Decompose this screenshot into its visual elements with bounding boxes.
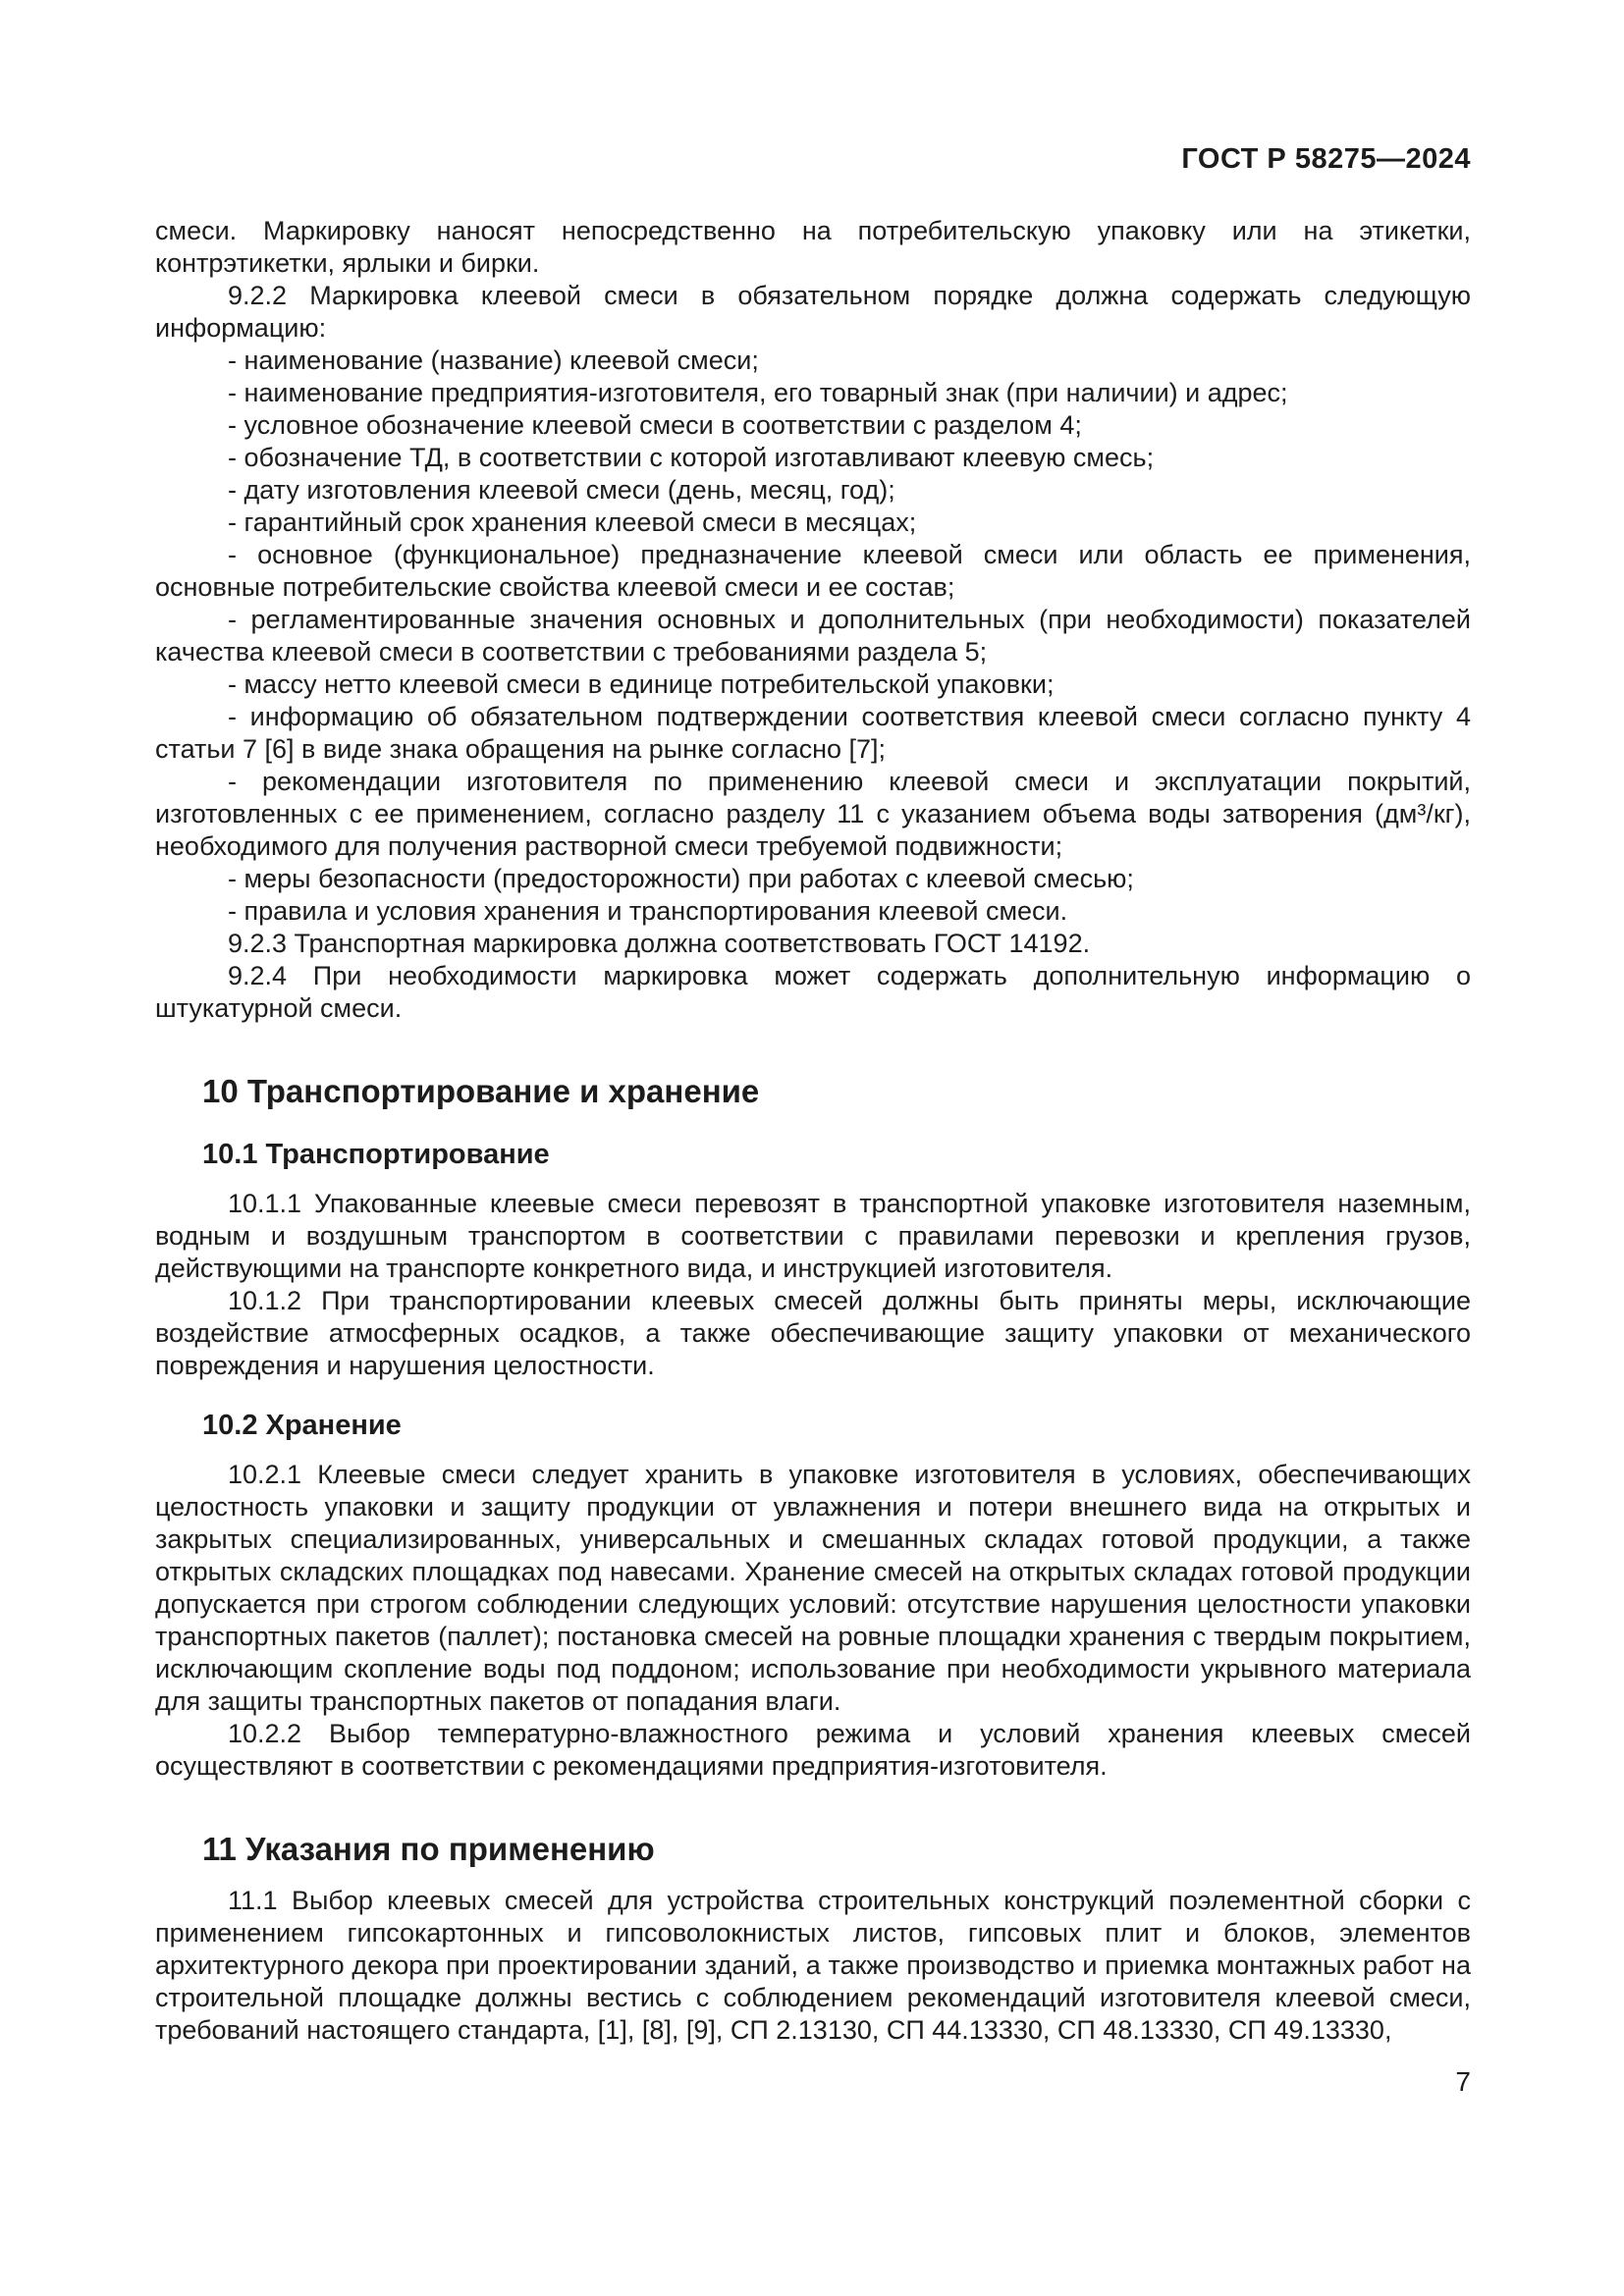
paragraph: - массу нетто клеевой смеси в единице потребительской упаковки; [228,669,1055,699]
paragraph: 11.1 Выбор клеевых смесей для устройства строительных конструкций поэлементной сборки с применением гипсокартонных и гипсоволокнистых листов, гипсовых плит и блоков, элементов архитектурного декора при проектировании зданий, а также производство и приемка монтажных работ на строительной площадке должны вестись с соблюдением рекомендаций изготовителя клеевой смеси, требований настоящего стандарта, [1], [8], [9], СП 2.13130, СП 44.13330, СП 48.13330, СП 49.13330, [155,1886,1471,2045]
paragraph: 9.2.2 Маркировка клеевой смеси в обязательном порядке должна содержать следующую информацию: [155,281,1471,343]
paragraph: - рекомендации изготовителя по применению клеевой смеси и эксплуатации покрытий, изготовленных с ее применением, согласно разделу 11 с указанием объема воды затворения (дм³/кг), необходимого для получения растворной смеси требуемой подвижности; [155,767,1471,861]
paragraph: - информацию об обязательном подтверждении соответствия клеевой смеси согласно пункту 4 статьи 7 [6] в виде знака обращения на рынке согласно [7]; [155,702,1471,764]
subsection-heading: 10.1 Транспортирование [202,1139,550,1170]
paragraph: 10.1.1 Упакованные клеевые смеси перевозят в транспортной упаковке изготовителя наземным, водным и воздушным транспортом в соответствии с правилами перевозки и крепления грузов, действующими на транспорте конкретного вида, и инструкцией изготовителя. [155,1189,1471,1283]
paragraph: - наименование предприятия-изготовителя, его товарный знак (при наличии) и адрес; [228,378,1288,407]
paragraph: смеси. Маркировку наносят непосредственно на потребительскую упаковку или на этикетки, контрэтикетки, ярлыки и бирки. [155,216,1471,278]
paragraph: 10.2.2 Выбор температурно-влажностного режима и условий хранения клеевых смесей осуществляют в соответствии с рекомендациями предприятия-изготовителя. [155,1719,1471,1781]
paragraph: - правила и условия хранения и транспортирования клеевой смеси. [228,896,1068,926]
paragraph: 10.1.2 При транспортировании клеевых смесей должны быть приняты меры, исключающие воздействие атмосферных осадков, а также обеспечивающие защиту упаковки от механического повреждения и нарушения целостности. [155,1286,1471,1380]
paragraph: - наименование (название) клеевой смеси; [228,346,759,375]
paragraph: 9.2.4 При необходимости маркировка может содержать дополнительную информацию о штукатурной смеси. [155,961,1471,1023]
page-number: 7 [1455,2066,1471,2097]
section-heading: 11 Указания по применению [202,1831,655,1867]
paragraph: - основное (функциональное) предназначение клеевой смеси или область ее применения, основные потребительские свойства клеевой смеси и ее состав; [155,540,1471,602]
paragraph: 9.2.3 Транспортная маркировка должна соответствовать ГОСТ 14192. [228,929,1091,958]
standard-number-header: ГОСТ Р 58275—2024 [1181,143,1471,175]
paragraph: - меры безопасности (предосторожности) при работах с клеевой смесью; [228,864,1134,893]
section-heading: 10 Транспортирование и хранение [202,1073,760,1109]
paragraph: - условное обозначение клеевой смеси в соответствии с разделом 4; [228,410,1082,440]
paragraph: - регламентированные значения основных и дополнительных (при необходимости) показателей качества клеевой смеси в соответствии с требованиями раздела 5; [155,605,1471,667]
paragraph: - дату изготовления клеевой смеси (день, месяц, год); [228,475,895,505]
document-content [155,215,1471,2047]
paragraph: - обозначение ТД, в соответствии с которой изготавливают клеевую смесь; [228,443,1155,472]
paragraph: - гарантийный срок хранения клеевой смеси в месяцах; [228,507,917,537]
subsection-heading: 10.2 Хранение [202,1410,402,1441]
paragraph: 10.2.1 Клеевые смеси следует хранить в упаковке изготовителя в условиях, обеспечивающих целостность упаковки и защиту продукции от увлажнения и потери внешнего вида на открытых и закрытых специализированных, универсальных и смешанных складах готовой продукции, а также открытых складских площадках под навесами. Хранение смесей на открытых складах готовой продукции допускается при строгом соблюдении следующих условий: отсутствие нарушения целостности упаковки транспортных пакетов (паллет); постановка смесей на ровные площадки хранения с твердым покрытием, исключающим скопление воды под поддоном; использование при необходимости укрывного материала для защиты транспортных пакетов от попадания влаги. [155,1460,1471,1716]
